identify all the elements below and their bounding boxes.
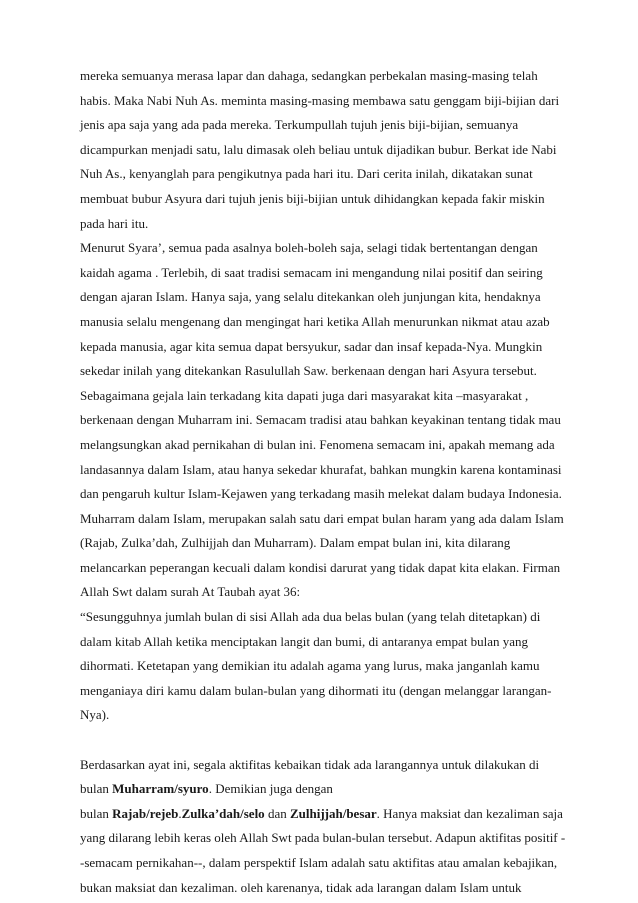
text-line: jenis apa saja yang ada pada mereka. Terkumpullah tujuh jenis biji-bijian, semuanya <box>80 117 519 133</box>
text-line: membuat bubur Asyura dari tujuh jenis biji-bijian untuk dihidangkan kepada fakir miskin <box>80 190 545 206</box>
text-line: landasannya dalam Islam, atau hanya sekedar khurafat, bahkan mungkin karena kontaminasi <box>80 461 562 477</box>
text-line: kepada manusia, agar kita semua dapat bersyukur, sadar dan insaf kepada-Nya. Mungkin <box>80 338 543 354</box>
month-name-bold: Muharram/syuro <box>112 781 209 797</box>
quote-line: dalam kitab Allah ketika menciptakan langit dan bumi, di antaranya empat bulan yang <box>80 633 528 649</box>
text-segment: . Demikian juga dengan <box>208 781 333 797</box>
text-line: manusia selalu mengenang dan mengingat hari ketika Allah menurunkan nikmat atau azab <box>80 313 550 329</box>
text-segment: . <box>178 805 182 821</box>
text-line: dan pengaruh kultur Islam-Kejawen yang terkadang masih melekat dalam budaya Indonesia. <box>80 486 562 502</box>
text-line: melangsungkan akad pernikahan di bulan ini. Fenomena semacam ini, apakah memang ada <box>80 436 555 452</box>
text-line: -semacam pernikahan--, dalam perspektif Islam adalah satu aktifitas atau amalan kebajikan, <box>80 855 558 870</box>
text-line: mereka semuanya merasa lapar dan dahaga, sedangkan perbekalan masing-masing telah <box>80 68 538 83</box>
text-line: pada hari itu. <box>80 215 149 231</box>
text-line: Nuh As., kenyanglah para pengikutnya pada hari itu. Dari cerita inilah, dikatakan sunat <box>80 166 533 182</box>
text-segment: . Hanya maksiat dan kezaliman saja <box>376 805 563 821</box>
text-line: Menurut Syara’, semua pada asalnya boleh-boleh saja, selagi tidak bertentangan dengan <box>80 240 538 256</box>
text-line: habis. Maka Nabi Nuh As. meminta masing-masing membawa satu genggam biji-bijian dari <box>80 92 560 108</box>
text-line: (Rajab, Zulka’dah, Zulhijjah dan Muharram). Dalam empat bulan ini, kita dilarang <box>80 535 511 551</box>
text-line: dengan ajaran Islam. Hanya saja, yang selalu ditekankan oleh junjungan kita, hendaknya <box>80 289 541 305</box>
text-line <box>80 777 580 802</box>
text-line: yang dilarang lebih keras oleh Allah Swt pada bulan-bulan tersebut. Adapun aktifitas positif - <box>80 830 566 846</box>
month-name-bold: Zulka’dah/selo <box>181 805 265 821</box>
body-text <box>80 64 580 900</box>
quote-line: Nya). <box>80 707 110 723</box>
text-line: Muharram dalam Islam, merupakan salah satu dari empat bulan haram yang ada dalam Islam <box>80 510 564 526</box>
text-line: berkenaan dengan Muharram ini. Semacam tradisi atau bahkan keyakinan tentang tidak mau <box>80 412 561 428</box>
text-line: sekedar inilah yang ditekankan Rasulullah Saw. berkenaan dengan hari Asyura tersebut. <box>80 363 537 379</box>
text-line: Allah Swt dalam surah At Taubah ayat 36: <box>80 584 301 600</box>
paragraph-gap <box>80 728 580 753</box>
text-segment: bulan <box>80 781 113 797</box>
text-line: bukan maksiat dan kezaliman. oleh karenanya, tidak ada larangan dalam Islam untuk <box>80 879 522 895</box>
text-line: melancarkan peperangan kecuali dalam kondisi darurat yang tidak dapat kita elakan. Firman <box>80 559 561 575</box>
quote-line: dihormati. Ketetapan yang demikian itu adalah agama yang lurus, maka janganlah kamu <box>80 658 540 674</box>
quote-line: “Sesungguhnya jumlah bulan di sisi Allah ada dua belas bulan (yang telah ditetapkan) di <box>80 609 541 625</box>
text-segment: bulan <box>80 805 113 821</box>
text-line: dicampurkan menjadi satu, lalu dimasak oleh beliau untuk dijadikan bubur. Berkat ide Nabi <box>80 141 557 157</box>
text-line: Berdasarkan ayat ini, segala aktifitas kebaikan tidak ada larangannya untuk dilakukan di <box>80 756 540 772</box>
month-name-bold: Rajab/rejeb <box>112 805 179 821</box>
text-line: kaidah agama . Terlebih, di saat tradisi semacam ini mengandung nilai positif dan seiring <box>80 264 543 280</box>
month-name-bold: Zulhijjah/besar <box>289 805 377 821</box>
text-segment: dan <box>264 805 290 821</box>
text-line <box>80 802 580 827</box>
text-line: Sebagaimana gejala lain terkadang kita dapati juga dari masyarakat kita –masyarakat , <box>80 387 529 403</box>
quote-line: menganiaya diri kamu dalam bulan-bulan yang dihormati itu (dengan melanggar larangan- <box>80 682 552 698</box>
